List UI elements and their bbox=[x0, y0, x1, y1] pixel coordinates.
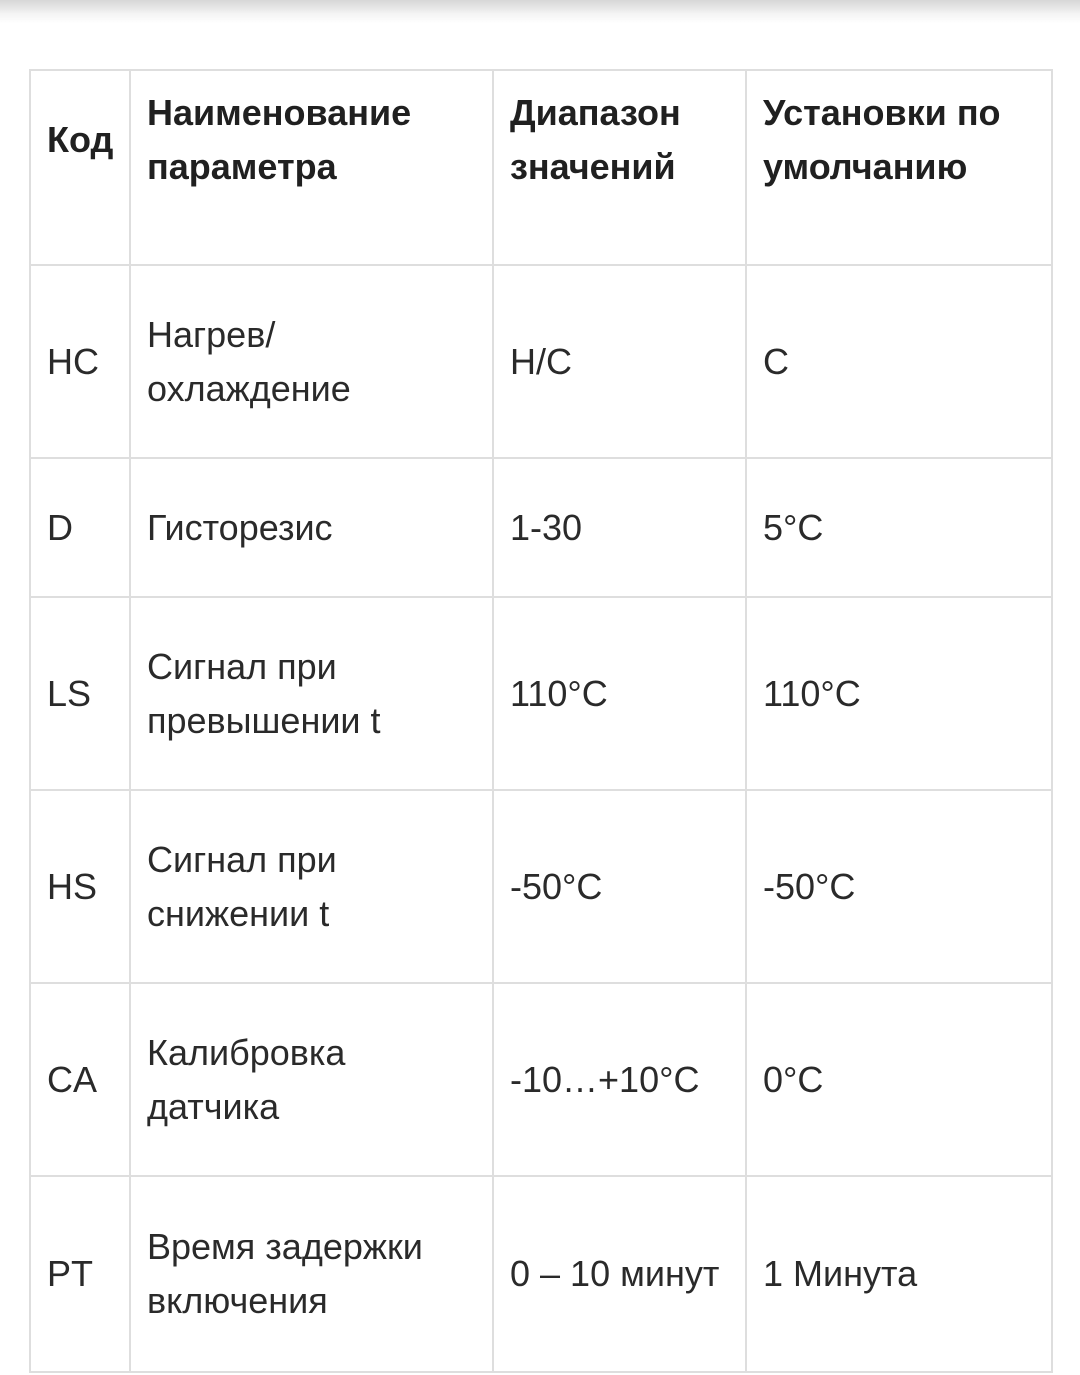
cell-range: H/C bbox=[493, 265, 746, 458]
parameters-table bbox=[29, 69, 1053, 1373]
cell-range: 0 – 10 минут bbox=[493, 1176, 746, 1372]
header-parameter-name: Наименование параметра bbox=[130, 70, 493, 265]
table-row bbox=[30, 790, 1052, 983]
cell-code: LS bbox=[30, 597, 130, 790]
cell-name: Гисторезис bbox=[130, 458, 493, 597]
table-row bbox=[30, 1176, 1052, 1372]
cell-name: Сигнал при превышении t bbox=[130, 597, 493, 790]
top-shadow bbox=[0, 0, 1080, 24]
cell-default: -50°C bbox=[746, 790, 1052, 983]
cell-default: 0°C bbox=[746, 983, 1052, 1176]
table-header-row bbox=[30, 70, 1052, 265]
cell-code: HS bbox=[30, 790, 130, 983]
cell-name: Сигнал при снижении t bbox=[130, 790, 493, 983]
cell-default: C bbox=[746, 265, 1052, 458]
cell-range: -10…+10°C bbox=[493, 983, 746, 1176]
header-code: Код bbox=[30, 70, 130, 265]
cell-range: 110°C bbox=[493, 597, 746, 790]
cell-code: PT bbox=[30, 1176, 130, 1372]
cell-default: 5°C bbox=[746, 458, 1052, 597]
table-row bbox=[30, 458, 1052, 597]
cell-name: Нагрев/ охлаждение bbox=[130, 265, 493, 458]
cell-code: HC bbox=[30, 265, 130, 458]
table-row bbox=[30, 265, 1052, 458]
cell-code: D bbox=[30, 458, 130, 597]
cell-name: Время задержки включения bbox=[130, 1176, 493, 1372]
table-row bbox=[30, 597, 1052, 790]
cell-range: 1-30 bbox=[493, 458, 746, 597]
header-default-settings: Установки по умолчанию bbox=[746, 70, 1052, 265]
cell-name: Калибровка датчика bbox=[130, 983, 493, 1176]
header-value-range: Диапазон значений bbox=[493, 70, 746, 265]
cell-range: -50°C bbox=[493, 790, 746, 983]
cell-default: 1 Минута bbox=[746, 1176, 1052, 1372]
cell-code: CA bbox=[30, 983, 130, 1176]
table-row bbox=[30, 983, 1052, 1176]
cell-default: 110°C bbox=[746, 597, 1052, 790]
